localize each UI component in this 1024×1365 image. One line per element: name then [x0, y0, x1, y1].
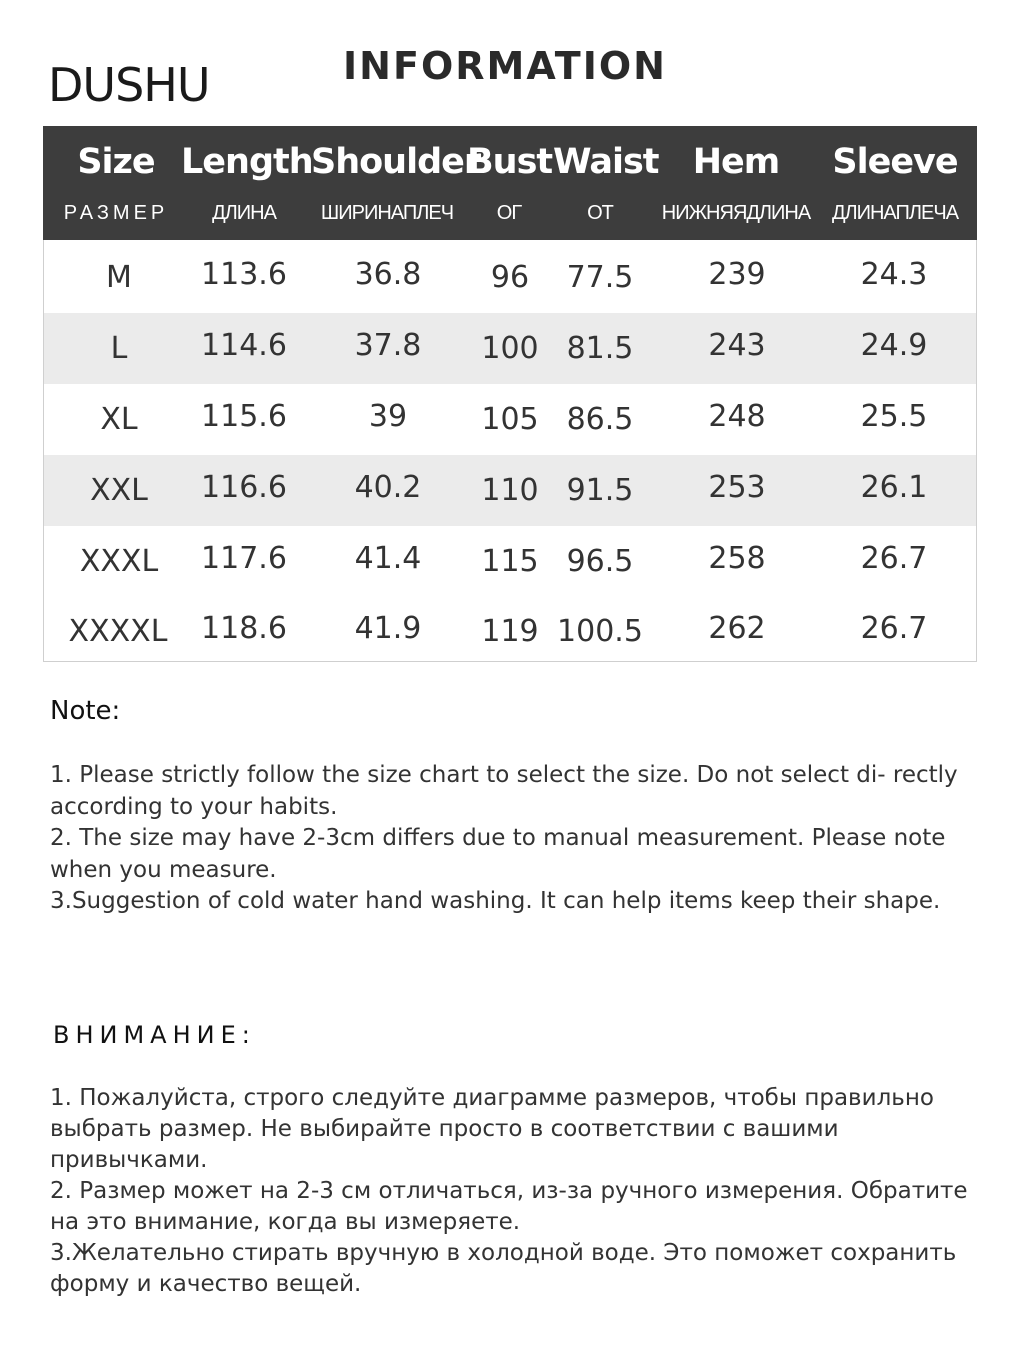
size-cell: XXL	[90, 473, 148, 508]
bust-cell: 100	[481, 331, 539, 366]
size-cell: XXXXL	[68, 614, 168, 649]
table-row	[44, 596, 976, 667]
sleeve-cell: 26.7	[860, 541, 928, 576]
waist-cell: 86.5	[566, 402, 634, 437]
hem-cell: 258	[708, 541, 766, 576]
table-header	[43, 126, 977, 240]
hem-cell: 243	[708, 328, 766, 363]
ru-note-title: ВНИМАНИЕ:	[53, 1021, 256, 1049]
note-item: 2. The size may have 2-3cm differs due to manual measurement. Please note when you measure.	[50, 825, 946, 883]
shoulder-cell: 37.8	[354, 328, 422, 363]
length-cell: 116.6	[201, 470, 287, 505]
bust-cell: 110	[481, 473, 539, 508]
ru-note-item: 2. Размер может на 2-3 см отличаться, из-за ручного измерения. Обратите на это внимание, когда вы измеряете.	[50, 1178, 968, 1235]
brand-logo: DUSHU	[48, 58, 210, 112]
ru-note-item: 1. Пожалуйста, строго следуйте диаграмме размеров, чтобы правильно выбрать размер. Не выбирайте просто в соответствии с вашими привычками.	[50, 1085, 934, 1173]
table-row	[44, 313, 976, 384]
column-header-en: Shoulder	[311, 142, 481, 182]
size-chart-table	[43, 126, 977, 662]
sleeve-cell: 24.9	[860, 328, 928, 363]
length-cell: 117.6	[201, 541, 287, 576]
page-title: INFORMATION	[343, 44, 667, 88]
size-cell: M	[106, 260, 132, 295]
column-header-ru: ОГ	[496, 202, 522, 224]
note-item: 3.Suggestion of cold water hand washing. It can help items keep their shape.	[50, 888, 941, 914]
size-cell: L	[110, 331, 128, 366]
hem-cell: 239	[708, 257, 766, 292]
hem-cell: 248	[708, 399, 766, 434]
waist-cell: 100.5	[557, 614, 643, 649]
column-header-en: Sleeve	[832, 142, 958, 182]
column-header-en: Hem	[692, 142, 780, 182]
column-header-en: Bust	[467, 142, 553, 182]
column-header-shoulder	[311, 126, 481, 240]
length-cell: 115.6	[201, 399, 287, 434]
note-title: Note:	[50, 696, 121, 726]
size-cell: XL	[100, 402, 138, 437]
column-header-ru: ШИРИНАПЛЕЧ	[320, 202, 454, 224]
column-header-ru: РАЗМЕР	[63, 202, 169, 224]
sleeve-cell: 25.5	[860, 399, 928, 434]
shoulder-cell: 40.2	[354, 470, 422, 505]
hem-cell: 253	[708, 470, 766, 505]
waist-cell: 96.5	[566, 544, 634, 579]
shoulder-cell: 36.8	[354, 257, 422, 292]
column-header-en: Length	[181, 142, 313, 182]
column-header-en: Size	[77, 142, 155, 182]
column-header-sleeve	[821, 126, 969, 240]
shoulder-cell: 39	[368, 399, 408, 434]
shoulder-cell: 41.9	[354, 611, 422, 646]
column-header-en: Waist	[553, 142, 659, 182]
column-header-ru: ДЛИНА	[212, 202, 276, 224]
waist-cell: 81.5	[566, 331, 634, 366]
column-header-ru: ОТ	[587, 202, 613, 224]
note-item: 1. Please strictly follow the size chart to select the size. Do not select di- rectly according to your habits.	[50, 762, 958, 820]
column-header-length	[181, 126, 313, 240]
table-row	[44, 526, 976, 597]
size-cell: XXXL	[79, 544, 159, 579]
sleeve-cell: 24.3	[860, 257, 928, 292]
column-header-ru: НИЖНЯЯДЛИНА	[661, 202, 811, 224]
ru-note-list	[50, 1083, 980, 1300]
table-row	[44, 384, 976, 455]
column-header-hem	[657, 126, 815, 240]
bust-cell: 119	[481, 614, 539, 649]
table-row	[44, 455, 976, 526]
column-header-bust	[467, 126, 551, 240]
table-row	[44, 242, 976, 313]
length-cell: 113.6	[201, 257, 287, 292]
ru-note-item: 3.Желательно стирать вручную в холодной воде. Это поможет сохранить форму и качество вещей.	[50, 1240, 957, 1297]
waist-cell: 91.5	[566, 473, 634, 508]
sleeve-cell: 26.1	[860, 470, 928, 505]
note-list	[50, 760, 980, 918]
sleeve-cell: 26.7	[860, 611, 928, 646]
hem-cell: 262	[708, 611, 766, 646]
shoulder-cell: 41.4	[354, 541, 422, 576]
bust-cell: 105	[481, 402, 539, 437]
length-cell: 114.6	[201, 328, 287, 363]
column-header-size	[43, 126, 189, 240]
column-header-ru: ДЛИНАПЛЕЧА	[831, 202, 959, 224]
length-cell: 118.6	[201, 611, 287, 646]
column-header-waist	[553, 126, 659, 240]
bust-cell: 96	[490, 260, 530, 295]
waist-cell: 77.5	[566, 260, 634, 295]
bust-cell: 115	[481, 544, 539, 579]
